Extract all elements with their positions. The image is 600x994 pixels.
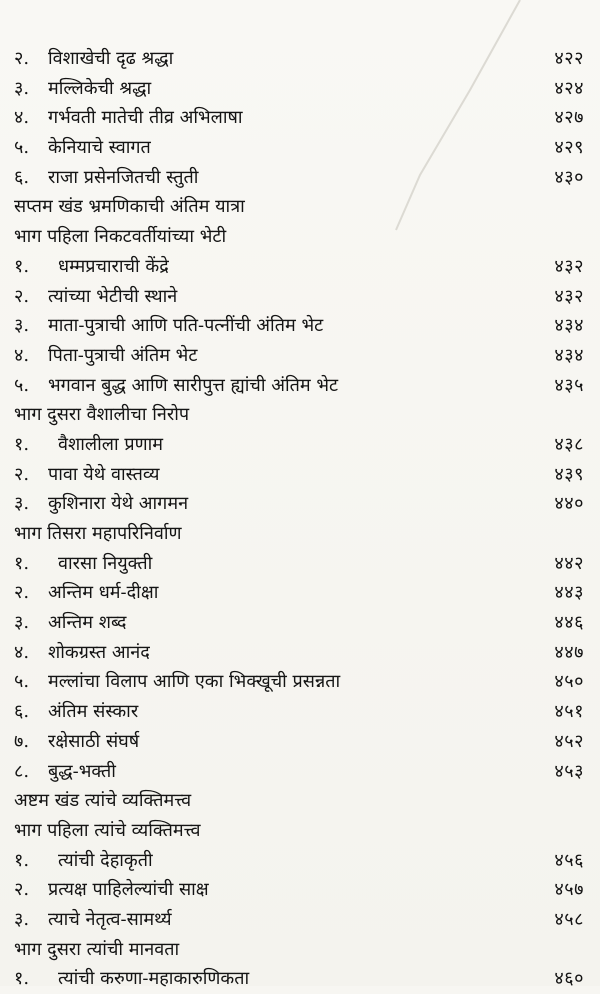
- entry-number: ४.: [14, 344, 30, 366]
- section-title: भाग दुसरा त्यांची मानवता: [14, 938, 180, 960]
- entry-title: अन्तिम धर्म-दीक्षा: [48, 582, 159, 604]
- section-title: भाग दुसरा वैशालीचा निरोप: [14, 404, 190, 426]
- toc-section-heading: [14, 786, 584, 816]
- entry-page-number: ४३४: [554, 344, 584, 366]
- toc-entry: [14, 638, 584, 668]
- toc-entry: [14, 846, 584, 876]
- entry-page-number: ४४०: [554, 493, 584, 515]
- toc-entry: [14, 44, 584, 74]
- entry-title: वारसा नियुक्ती: [58, 552, 153, 574]
- toc-section-heading: [14, 519, 584, 549]
- toc-entry: [14, 608, 584, 638]
- entry-number: १.: [14, 433, 30, 455]
- entry-page-number: ४५०: [554, 671, 584, 693]
- toc-section-heading: [14, 816, 584, 846]
- toc-entry: [14, 74, 584, 104]
- section-title: भाग पहिला निकटवर्तीयांच्या भेटी: [14, 226, 227, 248]
- entry-page-number: ४३८: [554, 433, 584, 455]
- entry-number: ३.: [14, 612, 30, 634]
- entry-title: त्यांच्या भेटीची स्थाने: [48, 285, 178, 307]
- toc-entry: [14, 430, 584, 460]
- entry-number: १.: [14, 255, 30, 277]
- entry-number: ५.: [14, 374, 30, 396]
- entry-number: ६.: [14, 166, 30, 188]
- toc-entry: [14, 875, 584, 905]
- entry-title: त्याचे नेतृत्व-सामर्थ्य: [48, 908, 172, 930]
- entry-page-number: ४६०: [554, 968, 584, 990]
- entry-page-number: ४३२: [554, 255, 584, 277]
- section-title: सप्तम खंड भ्रमणिकाची अंतिम यात्रा: [14, 196, 245, 218]
- entry-title: त्यांची देहाकृती: [58, 849, 153, 871]
- entry-title: अन्तिम शब्द: [48, 612, 127, 634]
- toc-section-heading: [14, 935, 584, 965]
- entry-title: शोकग्रस्त आनंद: [48, 641, 150, 663]
- entry-page-number: ४३२: [554, 285, 584, 307]
- entry-title: रक्षेसाठी संघर्ष: [48, 730, 140, 752]
- entry-title: गर्भवती मातेची तीव्र अभिलाषा: [48, 107, 243, 129]
- entry-page-number: ४५१: [554, 701, 584, 723]
- section-title: अष्टम खंड त्यांचे व्यक्तिमत्त्व: [14, 790, 192, 812]
- section-title: भाग तिसरा महापरिनिर्वाण: [14, 523, 182, 544]
- entry-number: ५.: [14, 137, 30, 159]
- entry-title: विशाखेची दृढ श्रद्धा: [48, 48, 174, 69]
- toc-entry: [14, 727, 584, 757]
- entry-page-number: ४३४: [554, 315, 584, 337]
- entry-page-number: ४४२: [554, 552, 584, 574]
- toc-entry: [14, 667, 584, 697]
- entry-title: कुशिनारा येथे आगमन: [48, 493, 189, 515]
- entry-number: ३.: [14, 77, 30, 99]
- entry-title: बुद्ध-भक्ती: [48, 760, 116, 782]
- entry-title: केनियाचे स्वागत: [48, 137, 151, 159]
- entry-title: पावा येथे वास्तव्य: [48, 463, 160, 485]
- toc-section-heading: [14, 400, 584, 430]
- entry-number: ३.: [14, 908, 30, 930]
- entry-title: मल्लिकेची श्रद्धा: [48, 77, 152, 99]
- entry-title: प्रत्यक्ष पाहिलेल्यांची साक्ष: [48, 879, 209, 901]
- entry-page-number: ४४३: [554, 582, 584, 604]
- entry-number: ७.: [14, 730, 30, 752]
- entry-number: ६.: [14, 701, 30, 723]
- toc-entry: [14, 578, 584, 608]
- toc-section-heading: [14, 222, 584, 252]
- entry-page-number: ४३०: [554, 166, 584, 188]
- entry-page-number: ४४६: [554, 612, 584, 634]
- entry-number: १.: [14, 849, 30, 871]
- toc-entry: [14, 964, 584, 994]
- entry-page-number: ४५२: [554, 730, 584, 752]
- entry-page-number: ४२९: [554, 137, 584, 159]
- entry-number: ८.: [14, 760, 30, 782]
- toc-entry: [14, 252, 584, 282]
- entry-number: ४.: [14, 107, 30, 129]
- toc-entry: [14, 460, 584, 490]
- entry-number: ३.: [14, 315, 30, 337]
- toc-entry: [14, 549, 584, 579]
- entry-number: २.: [14, 285, 30, 307]
- entry-page-number: ४२२: [554, 48, 584, 69]
- entry-number: १.: [14, 968, 30, 990]
- toc-entry: [14, 697, 584, 727]
- entry-page-number: ४५८: [554, 908, 584, 930]
- entry-number: ३.: [14, 493, 30, 515]
- entry-title: धम्मप्रचाराची केंद्रे: [58, 255, 169, 277]
- toc-entry: [14, 757, 584, 787]
- toc-entry: [14, 905, 584, 935]
- toc-entry: [14, 133, 584, 163]
- toc-entry: [14, 282, 584, 312]
- entry-page-number: ४४७: [554, 641, 584, 663]
- entry-number: २.: [14, 879, 30, 901]
- entry-page-number: ४३५: [554, 374, 584, 396]
- entry-number: २.: [14, 463, 30, 485]
- toc-entry: [14, 103, 584, 133]
- entry-number: २.: [14, 582, 30, 604]
- entry-page-number: ४२७: [554, 107, 584, 129]
- toc-entry: [14, 489, 584, 519]
- toc-section-heading: [14, 192, 584, 222]
- entry-title: त्यांची करुणा-महाकारुणिकता: [58, 968, 250, 990]
- entry-title: भगवान बुद्ध आणि सारीपुत्त ह्यांची अंतिम भेट: [48, 374, 339, 396]
- section-title: भाग पहिला त्यांचे व्यक्तिमत्त्व: [14, 819, 201, 841]
- entry-title: पिता-पुत्राची अंतिम भेट: [48, 344, 198, 366]
- table-of-contents: [14, 44, 584, 994]
- toc-entry: [14, 311, 584, 341]
- entry-title: अंतिम संस्कार: [48, 701, 139, 723]
- entry-number: ४.: [14, 641, 30, 663]
- toc-entry: [14, 371, 584, 401]
- entry-page-number: ४५७: [554, 879, 584, 901]
- entry-title: राजा प्रसेनजितची स्तुती: [48, 166, 199, 188]
- entry-page-number: ४३९: [554, 463, 584, 485]
- entry-title: माता-पुत्राची आणि पति-पत्नींची अंतिम भेट: [48, 315, 324, 337]
- entry-title: वैशालीला प्रणाम: [58, 433, 164, 455]
- entry-number: १.: [14, 552, 30, 574]
- entry-title: मल्लांचा विलाप आणि एका भिक्खूची प्रसन्नता: [48, 671, 341, 693]
- toc-entry: [14, 163, 584, 193]
- entry-page-number: ४५६: [554, 849, 584, 871]
- toc-entry: [14, 341, 584, 371]
- entry-number: ५.: [14, 671, 30, 693]
- entry-page-number: ४५३: [554, 760, 584, 782]
- entry-number: २.: [14, 48, 30, 69]
- entry-page-number: ४२४: [554, 77, 584, 99]
